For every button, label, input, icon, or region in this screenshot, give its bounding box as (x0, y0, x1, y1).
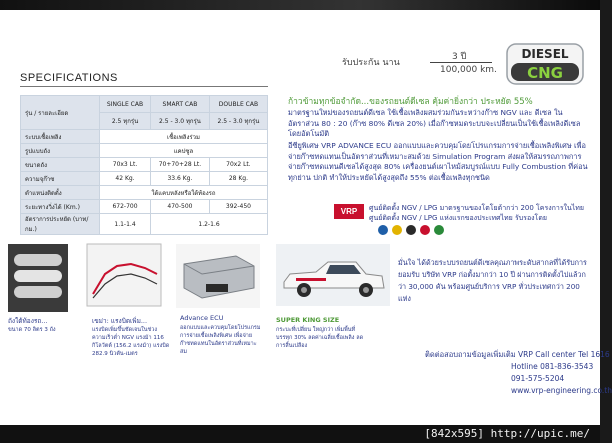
cert-badge-icon (378, 225, 388, 235)
warranty-km: 100,000 km. (440, 65, 497, 75)
advance-ecu-image (176, 244, 260, 308)
spec-row-label: ตำแหน่งติดตั้ง (21, 186, 100, 200)
warranty-years: 3 ปี (452, 52, 467, 62)
paragraph-advance-ecu: อีซียูพิเศษ VRP ADVANCE ECU ออกแบบและควบคุมโดยโปรแกรมการจ่ายเชื้อเพลิงพิเศษ เพื่อจ่ายก๊าซทดแทนเป็นอัตราส่วนที่เหมาะสมด้วย Simulation Program ส่งผลให้สมรรถภาพการจ่ายก๊าซทดแทนดีเซลได้สูงสุด 80% เครื่องยนต์เผาไหม้สมบูรณ์แบบ Fully Combustion ที่ค่อนทุกย่าน ปกติ ทำให้ประหยัดได้สูงสุดถึง 55% ต่อเชื้อเพลิงทุกชนิด (288, 141, 588, 182)
spec-model-single: SINGLE CAB (100, 96, 151, 113)
logo-cng-text: CNG (527, 64, 563, 82)
spec-cell: 2.5 - 3.0 ทุกรุ่น (209, 113, 267, 130)
specifications-underline (20, 86, 268, 87)
spec-cell: 672-700 (100, 200, 151, 214)
spec-row-label: อัตราการประหยัด (บาท/กม.) (21, 214, 100, 235)
product-title-torque: เขม่า: แรงบิดเพิ่ม... (92, 317, 148, 325)
spec-row (21, 130, 268, 144)
warranty-label: รับประกัน นาน (342, 58, 400, 68)
spec-row (21, 158, 268, 172)
spec-row-label: รูปแบบถัง (21, 144, 100, 158)
spec-cell: 1.1-1.4 (100, 214, 151, 235)
product-title-tank: ถังใต้ท้องรถ... (8, 317, 48, 325)
spec-cell: ใต้แคบหลังหรือใต้ท้องรถ (100, 186, 268, 200)
gas-tank-image (8, 244, 68, 312)
logo-diesel-text: DIESEL (521, 47, 569, 61)
contact-block (425, 349, 612, 397)
cert-badge-icon (420, 225, 430, 235)
spec-row (21, 144, 268, 158)
top-dark-strip (0, 0, 600, 10)
spec-row (21, 172, 268, 186)
contact-phone: 091-575-5204 (511, 374, 565, 383)
spec-cell: เชื้อเพลิงร่วม (100, 130, 268, 144)
spec-cell: 70x3 Lt. (100, 158, 151, 172)
product-caption-ecu: ออกแบบและควบคุมโดยโปรแกรมการจ่ายเชื้อเพลิงพิเศษ เพื่อจ่ายก๊าซทดแทนในอัตราส่วนที่เหมาะสม (180, 325, 261, 355)
cert-line-1: ศูนย์ติดตั้ง NGV / LPG มาตรฐานของโตโยต้ากว่า 200 โครงการในไทย (369, 204, 585, 212)
spec-model-smart: SMART CAB (151, 96, 210, 113)
vrp-logo: VRP (334, 204, 364, 219)
diesel-cng-logo (506, 43, 584, 85)
spec-cell: 392-450 (209, 200, 267, 214)
spec-cell: 28 Kg. (209, 172, 267, 186)
pickup-truck-image (276, 244, 390, 306)
headline: ก้าวข้ามทุกข้อจำกัด...ของรถยนต์ดีเซล คุ้มค่ายิ่งกว่า ประหยัด 55% (288, 97, 533, 107)
spec-row-label: ความจุก๊าซ (21, 172, 100, 186)
spec-row-label: ขนาดถัง (21, 158, 100, 172)
spec-col-header: รุ่น / รายละเอียด (21, 96, 100, 130)
spec-cell: 70+70+28 Lt. (151, 158, 210, 172)
spec-row (21, 200, 268, 214)
contact-call-center: ติดต่อสอบถามข้อมูลเพิ่มเติม VRP Call center Tel 1616 (425, 350, 610, 359)
product-title-ecu: Advance ECU (180, 314, 224, 322)
spec-cell: แคปซูล (100, 144, 268, 158)
spec-header-row (21, 96, 268, 113)
cert-badge-icon (392, 225, 402, 235)
spec-cell: 2.5 ทุกรุ่น (100, 113, 151, 130)
specifications-heading: SPECIFICATIONS (20, 72, 118, 84)
spec-row-label: ระยะทางวิ่งได้ (Km.) (21, 200, 100, 214)
spec-cell: 70x2 Lt. (209, 158, 267, 172)
product-caption-torque: แรงบิดเพิ่มขึ้นชัดเจนในช่วงความเร็วต่ำ NGV แรงม้า 116 กิโลวัตต์ (156.2 แรงม้า) แรงบิด 282.9 นิวตัน-เมตร (92, 327, 170, 357)
spec-cell: 2.5 - 3.0 ทุกรุ่น (151, 113, 210, 130)
cert-badge-icon (406, 225, 416, 235)
spec-row (21, 214, 268, 235)
warranty-divider (430, 62, 492, 63)
specifications-table (20, 95, 268, 235)
product-caption-king-size: กระบะที่เปลี่ยน ใหญ่กว่า เพิ่มพื้นที่บรรทุก 30% ลดค่าเฉลี่ยเชื้อเพลิง ลดการสิ้นเปลือง (276, 327, 364, 349)
spec-cell: 42 Kg. (100, 172, 151, 186)
certification-icons (377, 223, 447, 237)
torque-graph-image (87, 244, 161, 306)
spec-row-label: ระบบเชื้อเพลิง (21, 130, 100, 144)
spec-cell: 1.2-1.6 (151, 214, 268, 235)
cert-badge-icon (434, 225, 444, 235)
product-title-king-size: SUPER KING SIZE (276, 316, 340, 324)
spec-row (21, 186, 268, 200)
spec-model-double: DOUBLE CAB (209, 96, 267, 113)
spec-cell: 470-500 (151, 200, 210, 214)
contact-website[interactable]: www.vrp-engineering.co.th (511, 386, 612, 395)
cert-line-2: ศูนย์ติดตั้ง NGV / LPG แห่งแรกของประเทศไทย รับรองโดย (369, 214, 547, 222)
contact-hotline: Hotline 081-836-3543 (511, 362, 594, 371)
product-caption-tank: ขนาด 70 ลิตร 3 ถัง (8, 327, 56, 333)
paragraph-dual-fuel: มาตรฐานใหม่ของรถยนต์ดีเซล ใช้เชื้อเพลิงผสมร่วมกันระหว่างก๊าซ NGV และ ดีเซล ในอัตราส่วน 80 : 20 (ก๊าซ 80% ดีเซล 20%) เมื่อก๊าซหมดระบบจะเปลี่ยนเป็นใช้เชื้อเพลิงดีเซลโดยอัตโนมัติ (288, 108, 581, 138)
image-host-footer (0, 425, 600, 443)
spec-cell: 33.6 Kg. (151, 172, 210, 186)
footer-text: [842x595] http://upic.me/ (424, 427, 590, 440)
company-info: มั่นใจ ได้ด้วยระบบรถยนต์ดีเซลคุณภาพระดับสากลที่ได้รับการยอมรับ บริษัท VRP ก่อตั้งมากว่า 10 ปี ผ่านการติดตั้งไปแล้วกว่า 30,000 คัน พร้อมศูนย์บริการ VRP ทั่วประเทศกว่า 200 แห่ง (398, 258, 587, 303)
